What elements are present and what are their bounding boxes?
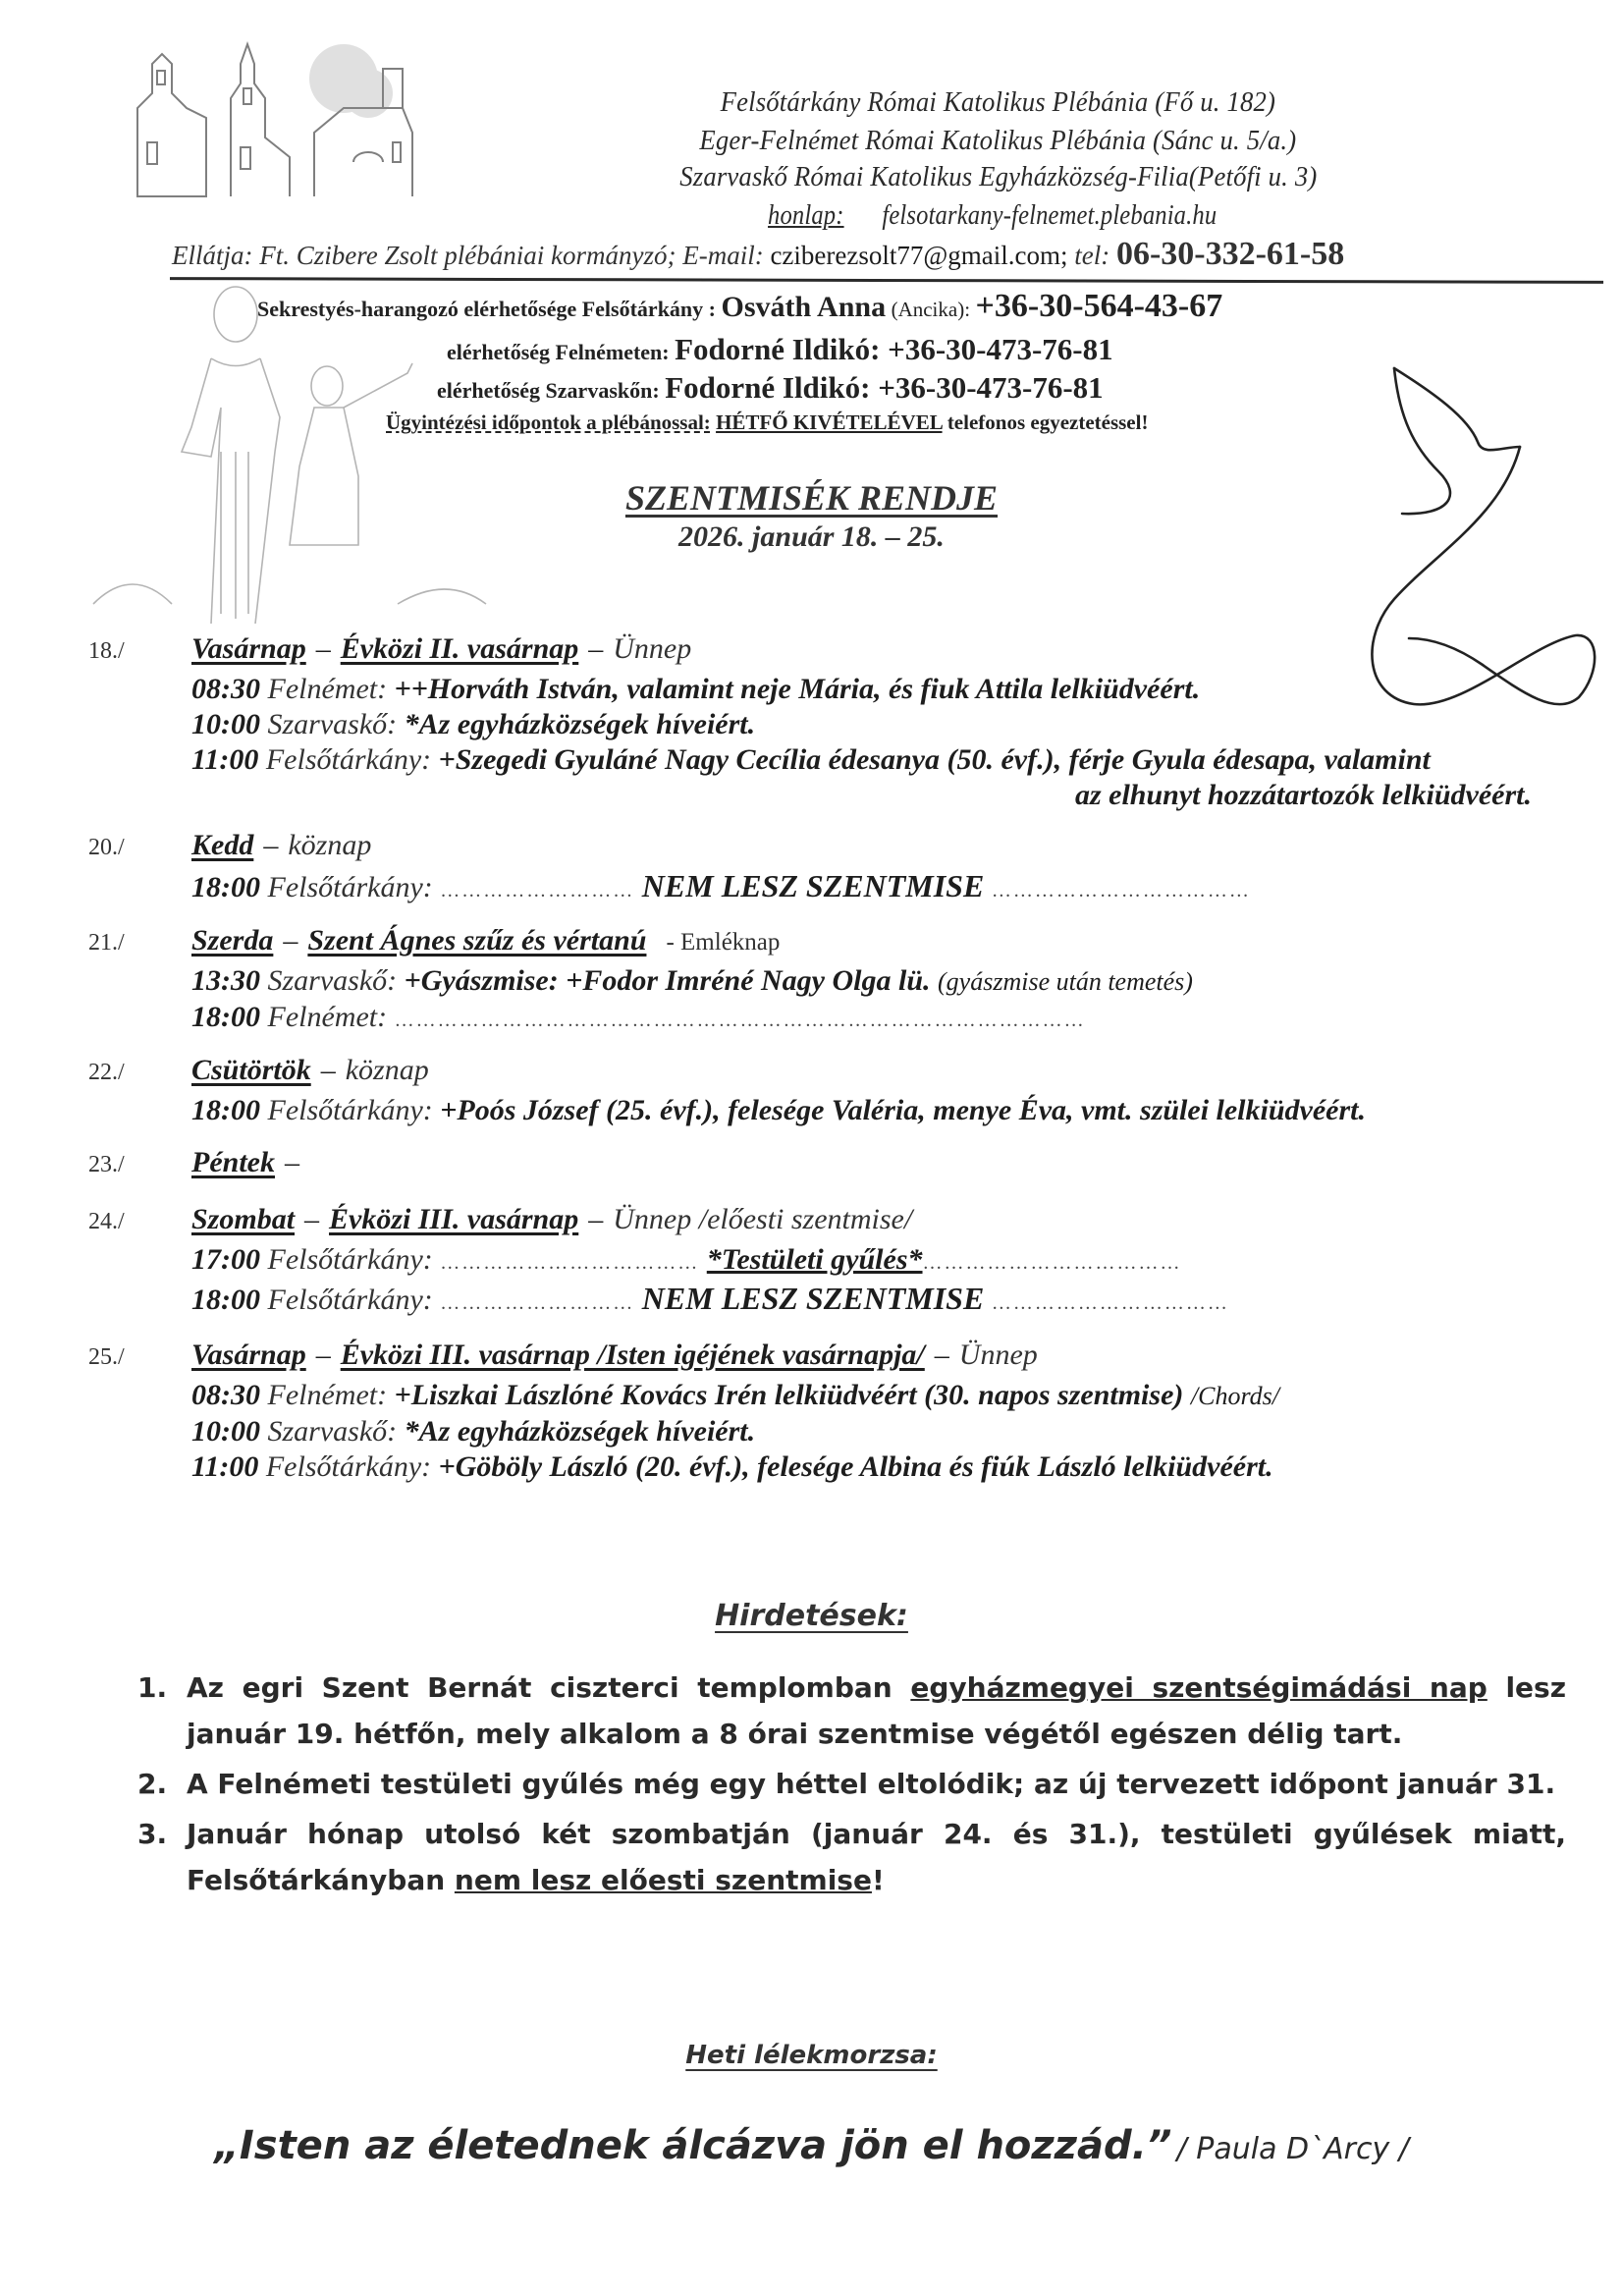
mass-entry [88, 742, 1591, 778]
day-name: Szerda [191, 924, 274, 957]
office-hours: Ügyintézési időpontok a plébánossal: HÉTFŐ KIVÉTELÉVEL telefonos egyeztetéssel! [386, 410, 1149, 434]
announcement-text-part: A Felnémeti testületi gyűlés még egy héttel eltolódik; az új tervezett időpont január 31. [187, 1768, 1556, 1800]
office-exception: HÉTFŐ KIVÉTELÉVEL [716, 410, 943, 434]
liturgical-rank: Ünnep [613, 632, 692, 665]
mass-entry [88, 1449, 1591, 1485]
mass-time: 18:00 [191, 871, 260, 903]
mass-location: Szarvaskő: [267, 964, 398, 997]
feast-name: Évközi III. vasárnap [329, 1203, 579, 1235]
parish-line-felnemet: Eger-Felnémet Római Katolikus Plébánia (Sánc u. 5/a.) [699, 125, 1297, 156]
sacristan-nickname: (Ancika): [891, 298, 971, 321]
feast-name: Évközi II. vasárnap [340, 632, 579, 665]
dot-leader: …………………………… [991, 1292, 1229, 1314]
day-name: Péntek [191, 1146, 275, 1178]
szarvasko-contact-value: Fodorné Ildikó: +36-30-473-76-81 [665, 370, 1104, 405]
announcement-item [137, 1761, 1566, 1807]
day-header [88, 1203, 1591, 1242]
email-link[interactable]: cziberezsolt77@gmail.com; [770, 241, 1068, 270]
mass-time: 18:00 [191, 1094, 260, 1126]
dash-separator: – [284, 1146, 299, 1178]
felnemet-contact: elérhetőség Felnémeten: Fodorné Ildikó: +36-30-473-76-81 [447, 332, 1113, 366]
schedule-title: SZENTMISÉK RENDJE [624, 478, 999, 518]
dash-separator: – [588, 632, 604, 665]
mass-intention: az elhunyt hozzátartozók lelkiüdvéért. [1074, 779, 1532, 811]
mass-location: Felsőtárkány: [267, 1094, 433, 1126]
mass-time: 10:00 [191, 1415, 260, 1448]
schedule-day [88, 1054, 1591, 1128]
dash-separator: – [315, 632, 331, 665]
no-mass-status: NEM LESZ SZENTMISE [641, 868, 985, 903]
dot-leader: …………………………………………………………………………………… [394, 1010, 1086, 1031]
dash-separator: – [934, 1339, 949, 1371]
dash-separator: – [315, 1339, 331, 1371]
mass-schedule [88, 632, 1591, 1485]
schedule-day [88, 1203, 1591, 1321]
announcement-number: 1. [137, 1671, 168, 1704]
mass-entry [88, 1242, 1591, 1281]
tel-label: tel: [1074, 241, 1110, 270]
mass-entry [88, 1414, 1591, 1449]
schedule-day [88, 924, 1591, 1038]
mass-intention: +Poós József (25. évf.), felesége Valéria, menye Éva, vmt. szülei lelkiüdvéért. [440, 1094, 1366, 1126]
announcement-text-part: Az egri Szent Bernát ciszterci templomban [187, 1671, 911, 1704]
liturgical-rank: Ünnep /előesti szentmise/ [613, 1203, 913, 1235]
dot-leader: ……………………………… [440, 1252, 700, 1274]
mass-time: 11:00 [191, 1450, 259, 1483]
mass-entry [88, 963, 1591, 1000]
mass-intention: *Az egyházközségek híveiért. [404, 1415, 756, 1448]
mass-entry [88, 707, 1591, 742]
mass-entry [88, 868, 1591, 908]
day-number: 18./ [88, 638, 125, 664]
felnemet-contact-value: Fodorné Ildikó: +36-30-473-76-81 [675, 332, 1113, 366]
announcements-title: Hirdetések: [715, 1599, 908, 1633]
mass-time: 08:30 [191, 1379, 260, 1411]
website-line [187, 199, 1623, 232]
announcement-text [187, 1665, 1566, 1757]
day-header [88, 1054, 1591, 1093]
dash-separator: – [304, 1203, 320, 1235]
jesus-child-illustration [74, 280, 496, 633]
caretaker-text: Ellátja: Ft. Czibere Zsolt plébániai kormányzó; E-mail: [172, 241, 764, 270]
day-name: Kedd [191, 829, 254, 861]
mass-time: 11:00 [191, 743, 259, 776]
dash-separator: – [320, 1054, 336, 1086]
announcement-text [187, 1811, 1566, 1903]
liturgical-rank: Ünnep [958, 1339, 1038, 1371]
schedule-day [88, 829, 1591, 908]
schedule-day [88, 632, 1591, 813]
announcement-highlight: egyházmegyei szentségimádási nap [910, 1671, 1488, 1704]
announcement-number: 3. [137, 1818, 168, 1850]
day-number: 23./ [88, 1152, 125, 1177]
no-mass-status: NEM LESZ SZENTMISE [641, 1281, 985, 1316]
sacristan-name: Osváth Anna [721, 291, 887, 323]
schedule-day [88, 1339, 1591, 1485]
day-header [88, 1146, 1591, 1185]
announcement-text-part: Január hónap utolsó két szombatján (január 24. és 31.), testületi gyűlések miatt, Felsőtárkányban [187, 1818, 1566, 1896]
website-link[interactable]: felsotarkany-felnemet.plebania.hu [882, 199, 1217, 231]
feast-name: Szent Ágnes szűz és vértanú [307, 924, 647, 957]
mass-location: Felsőtárkány: [267, 1284, 433, 1316]
day-name: Csütörtök [191, 1054, 311, 1086]
szarvasko-contact: elérhetőség Szarvaskőn: Fodorné Ildikó: +36-30-473-76-81 [437, 370, 1104, 405]
weekly-quote [0, 2123, 1623, 2168]
mass-time: 17:00 [191, 1243, 260, 1276]
mass-intention: +Liszkai Lászlóné Kovács Irén lelkiüdvéért (30. napos szentmise) [394, 1379, 1184, 1411]
announcement-number: 2. [137, 1768, 168, 1800]
mass-intention: +Gyászmise: +Fodor Imréné Nagy Olga lü. [404, 964, 931, 997]
mass-location: Felnémet: [267, 673, 388, 705]
website-label: honlap: [768, 199, 844, 231]
dash-separator: – [588, 1203, 604, 1235]
mass-location: Felnémet: [267, 1001, 388, 1033]
mass-location: Felsőtárkány: [267, 871, 433, 903]
tel-number: 06-30-332-61-58 [1115, 236, 1345, 272]
caretaker-line [172, 236, 1344, 273]
day-header [88, 1339, 1591, 1378]
mass-entry [88, 1000, 1591, 1038]
dot-leader: ……………………… [440, 880, 635, 902]
announcement-text [187, 1761, 1566, 1807]
mass-note: (gyászmise után temetés) [938, 967, 1193, 996]
mass-note: /Chords/ [1190, 1382, 1279, 1410]
announcement-text-part: lesz január 19. hétfőn, mely alkalom a 8 órai szentmise végétől egészen délig tart. [187, 1671, 1566, 1750]
dash-separator: – [283, 924, 298, 957]
mass-time: 08:30 [191, 673, 260, 705]
dot-leader: ……………………………… [922, 1252, 1182, 1274]
day-name: Szombat [191, 1203, 296, 1235]
day-header [88, 632, 1591, 672]
dot-leader: ……………………… [440, 1292, 635, 1314]
mass-entry [88, 1093, 1591, 1128]
day-header [88, 829, 1591, 868]
liturgical-rank: - Emléknap [666, 929, 781, 956]
announcement-highlight: nem lesz előesti szentmise [454, 1864, 872, 1896]
day-header [88, 924, 1591, 963]
sacristan-phone: +36-30-564-43-67 [975, 288, 1223, 324]
mass-intention: ++Horváth István, valamint neje Mária, és fiuk Attila lelkiüdvéért. [394, 673, 1201, 705]
mass-intention-continued [88, 778, 1591, 813]
feast-name: Évközi III. vasárnap /Isten igéjének vasárnapja/ [340, 1339, 925, 1371]
liturgical-rank: köznap [345, 1054, 429, 1086]
mass-location: Felsőtárkány: [265, 743, 432, 776]
dash-separator: – [263, 829, 279, 861]
announcement-item [137, 1665, 1566, 1757]
mass-intention: +Szegedi Gyuláné Nagy Cecília édesanya (50. évf.), férje Gyula édesapa, valamint [438, 743, 1431, 776]
dot-leader: ……………………………… [991, 880, 1251, 902]
day-name: Vasárnap [191, 1339, 306, 1371]
schedule-date-range: 2026. január 18. – 25. [678, 520, 945, 553]
announcement-text-part: ! [871, 1864, 885, 1896]
announcements-list [137, 1665, 1566, 1907]
mass-entry [88, 672, 1591, 707]
mass-location: Szarvaskő: [267, 708, 398, 740]
parish-line-felsotarkany: Felsőtárkány Római Katolikus Plébánia (Fő u. 182) [720, 86, 1276, 118]
schedule-day [88, 1146, 1591, 1185]
announcement-item [137, 1811, 1566, 1903]
parish-line-szarvasko: Szarvaskő Római Katolikus Egyházközség-Filia(Petőfi u. 3) [678, 161, 1318, 192]
mass-entry [88, 1378, 1591, 1414]
day-number: 24./ [88, 1209, 125, 1234]
weekly-thought-title: Heti lélekmorzsa: [685, 2041, 938, 2070]
mass-time: 13:30 [191, 964, 260, 997]
quote-author: / Paula D`Arcy / [1176, 2132, 1409, 2166]
mass-location: Felsőtárkány: [267, 1243, 433, 1276]
mass-time: 10:00 [191, 708, 260, 740]
mass-location: Felnémet: [267, 1379, 388, 1411]
mass-entry [88, 1281, 1591, 1321]
mass-intention: *Az egyházközségek híveiért. [404, 708, 756, 740]
mass-location: Szarvaskő: [267, 1415, 398, 1448]
day-name: Vasárnap [191, 632, 306, 665]
quote-text: „Isten az életednek álcázva jön el hozzád.” [214, 2123, 1172, 2168]
mass-intention: +Göböly László (20. évf.), felesége Albina és fiúk László lelkiüdvéért. [438, 1450, 1273, 1483]
mass-location: Felsőtárkány: [265, 1450, 432, 1483]
day-number: 21./ [88, 930, 125, 956]
day-number: 22./ [88, 1060, 125, 1085]
day-number: 20./ [88, 835, 125, 860]
mass-time: 18:00 [191, 1001, 260, 1033]
sacristan-contact: Sekrestyés-harangozó elérhetősége Felsőtárkány : Osváth Anna (Ancika): +36-30-564-43-67 [257, 288, 1223, 324]
event-label: *Testületi gyűlés* [706, 1243, 923, 1276]
mass-time: 18:00 [191, 1284, 260, 1316]
day-number: 25./ [88, 1344, 125, 1370]
liturgical-rank: köznap [288, 829, 372, 861]
